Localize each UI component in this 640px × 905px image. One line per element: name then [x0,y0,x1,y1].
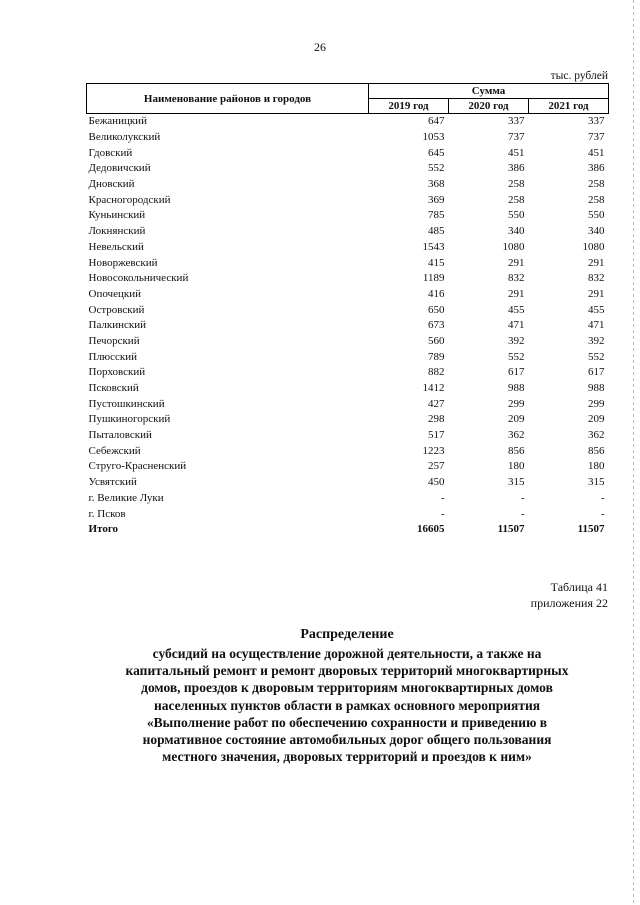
table-row [87,365,609,381]
value-2019: 369 [428,193,445,206]
value-2021: 209 [588,413,605,426]
value-2020: 455 [508,303,525,316]
value-2020: 209 [508,413,525,426]
value-2019: 645 [428,146,445,159]
district-name: Струго-Красненский [88,460,187,473]
value-2021: 258 [588,193,605,206]
district-name: Пушкиногорский [88,413,171,426]
value-2020: - [520,491,525,504]
value-2019: 673 [428,319,445,332]
table-label [470,579,608,611]
table-row [87,412,609,428]
header-name: Наименование районов и городов [87,84,369,114]
value-2021: 737 [588,131,605,144]
district-name: Невельский [88,240,144,253]
value-2021: 455 [588,303,605,316]
table-row [87,177,609,193]
value-2019: 415 [428,256,445,269]
district-name: Островский [88,303,145,316]
value-2020: 737 [508,131,525,144]
subtitle-line: капитальный ремонт и ремонт дворовых территорий многоквартирных [125,663,569,679]
value-2020: 291 [508,287,525,300]
district-name: Печорский [88,334,140,347]
subtitle-line: нормативное состояние автомобильных дорог общего пользования [142,732,552,748]
value-2019: 450 [428,476,445,489]
value-2020: - [520,507,525,520]
table-row [87,318,609,334]
document-title: Распределение [300,627,394,642]
value-2019: 16605 [417,523,445,536]
subsidy-table [86,83,609,538]
value-2019: - [440,491,445,504]
value-2020: 258 [508,193,525,206]
district-name: Пустошкинский [88,397,165,410]
district-name: Палкинский [88,319,147,332]
district-name: Дновский [88,178,135,191]
district-name: Порховский [88,366,146,379]
subtitle-line: местного значения, дворовых территорий и проездов к ним» [162,749,532,765]
district-name: Куньинский [88,209,146,222]
value-2019: 560 [428,334,445,347]
value-2020: 451 [508,146,525,159]
value-2019: 882 [428,366,445,379]
subtitle-line: домов, проездов к дворовым территориям многоквартирных домов [141,680,553,696]
value-2021: 392 [588,334,605,347]
table-row [87,396,609,412]
table-row [87,475,609,491]
value-2021: 291 [588,256,605,269]
district-name: Итого [88,523,119,536]
value-2020: 832 [508,272,525,285]
value-2021: 471 [588,319,605,332]
value-2021: 11507 [577,523,605,536]
value-2021: 299 [588,397,605,410]
value-2019: 416 [428,287,445,300]
table-row [87,271,609,287]
value-2019: 552 [428,162,445,175]
value-2019: 647 [428,115,445,128]
district-name: Бежаницкий [88,115,147,128]
value-2019: 298 [428,413,445,426]
subtitle-line: «Выполнение работ по обеспечению сохранности и приведению в [146,714,548,730]
value-2021: 550 [588,209,605,222]
value-2021: 451 [588,146,605,159]
document-subtitle [86,645,608,765]
table-number: Таблица 41 [550,580,608,594]
table-row [87,302,609,318]
value-2019: 1543 [422,240,445,253]
table-header-row [87,84,609,99]
value-2021: 340 [588,225,605,238]
value-2019: 517 [428,429,445,442]
value-2019: 789 [428,350,445,363]
value-2020: 392 [508,334,525,347]
value-2019: 1412 [422,382,445,395]
value-2020: 337 [508,115,525,128]
district-name: Дедовичский [88,162,151,175]
value-2020: 552 [508,350,525,363]
district-name: Усвятский [88,476,137,489]
value-2020: 617 [508,366,525,379]
header-year-2020: 2020 год [449,99,529,114]
value-2021: 315 [588,476,605,489]
district-name: Опочецкий [88,287,141,300]
value-2021: - [600,491,605,504]
value-2019: - [440,507,445,520]
table-row [87,506,609,522]
value-2019: 427 [428,397,445,410]
appendix-number: приложения 22 [530,596,608,610]
district-name: г. Великие Луки [88,491,164,504]
table-row [87,349,609,365]
scan-edge-line [633,0,634,905]
value-2020: 315 [508,476,525,489]
value-2021: 832 [588,272,605,285]
district-name: Новоржевский [88,256,158,269]
value-2021: - [600,507,605,520]
table-row [87,130,609,146]
district-name: Пыталовский [88,429,152,442]
subtitle-line: населенных пунктов области в рамках основного мероприятия [153,697,541,713]
value-2020: 11507 [497,523,525,536]
table-row [87,224,609,240]
district-name: Себежский [88,444,141,457]
value-2021: 856 [588,444,605,457]
value-2021: 337 [588,115,605,128]
table-row [87,192,609,208]
table-row [87,287,609,303]
value-2020: 550 [508,209,525,222]
value-2019: 1223 [422,444,445,457]
value-2019: 1189 [422,272,445,285]
value-2019: 785 [428,209,445,222]
value-2021: 1080 [582,240,605,253]
district-name: Гдовский [88,146,133,159]
value-2021: 552 [588,350,605,363]
table-row [87,428,609,444]
unit-note: тыс. рублей [550,70,608,82]
table-row [87,334,609,350]
district-name: Плюсский [88,350,138,363]
page-number: 26 [314,40,326,54]
value-2021: 258 [588,178,605,191]
table-row [87,240,609,256]
table-row [87,491,609,507]
district-name: Локнянский [88,225,146,238]
table-row [87,161,609,177]
value-2020: 258 [508,178,525,191]
table-row [87,255,609,271]
value-2021: 386 [588,162,605,175]
district-name: Псковский [88,382,139,395]
header-sum: Сумма [369,84,609,99]
value-2021: 291 [588,287,605,300]
value-2019: 257 [428,460,445,473]
table-body [87,114,609,538]
value-2021: 617 [588,366,605,379]
value-2020: 180 [508,460,525,473]
value-2020: 988 [508,382,525,395]
value-2020: 386 [508,162,525,175]
value-2019: 1053 [422,131,445,144]
value-2021: 988 [588,382,605,395]
value-2020: 856 [508,444,525,457]
value-2020: 291 [508,256,525,269]
value-2019: 650 [428,303,445,316]
header-year-2021: 2021 год [529,99,609,114]
table-row [87,443,609,459]
table-row [87,208,609,224]
table-row [87,459,609,475]
value-2020: 299 [508,397,525,410]
value-2019: 368 [428,178,445,191]
value-2020: 340 [508,225,525,238]
total-row [87,522,609,538]
value-2019: 485 [428,225,445,238]
value-2020: 362 [508,429,525,442]
subtitle-line: субсидий на осуществление дорожной деятельности, а также на [152,646,542,661]
value-2020: 1080 [502,240,525,253]
table-row [87,381,609,397]
value-2020: 471 [508,319,525,332]
header-year-2019: 2019 год [369,99,449,114]
district-name: Новосокольнический [88,272,189,285]
district-name: Красногородский [88,193,171,206]
value-2021: 362 [588,429,605,442]
value-2021: 180 [588,460,605,473]
district-name: Великолукский [88,131,161,144]
table-row [87,145,609,161]
district-name: г. Псков [88,507,126,520]
table-row [87,114,609,130]
